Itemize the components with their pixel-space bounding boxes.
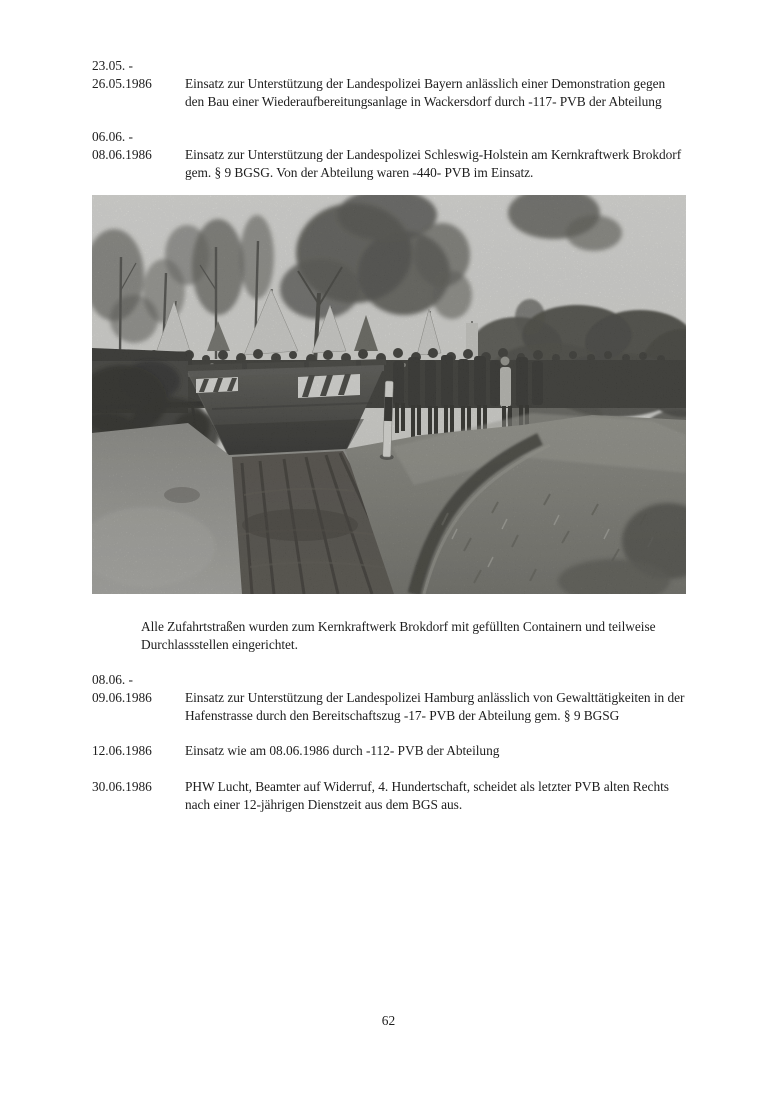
- photo-caption: Alle Zufahrtstraßen wurden zum Kernkraftwerk Brokdorf mit gefüllten Containern und teilweise Durchlassstellen eingerichtet.: [141, 619, 656, 652]
- entry-5-text: PHW Lucht, Beamter auf Widerruf, 4. Hundertschaft, scheidet als letzter PVB alten Rechts nach einer 12-jährigen Dienstzeit aus dem BGS aus.: [185, 779, 669, 812]
- entry-3: [92, 671, 686, 725]
- entry-1-date-range: [92, 57, 185, 93]
- photo-brokdorf-road-blockade: [92, 195, 686, 594]
- entry-2: [92, 128, 686, 182]
- entry-3-date-start: 08.06. -: [92, 672, 133, 687]
- entry-2-text: Einsatz zur Unterstützung der Landespolizei Schleswig-Holstein am Kernkraftwerk Brokdorf gem. § 9 BGSG. Von der Abteilung waren -440- PVB im Einsatz.: [185, 147, 682, 180]
- entry-1: [92, 57, 686, 111]
- entry-1-date-start: 23.05. -: [92, 58, 133, 73]
- entry-3-date-range: [92, 671, 185, 707]
- page-number: 62: [381, 1013, 396, 1028]
- entry-1-text: Einsatz zur Unterstützung der Landespolizei Bayern anlässlich einer Demonstration gegen den Bau einer Wiederaufbereitungsanlage in Wackersdorf durch -117- PVB der Abteilung: [185, 76, 666, 109]
- entry-4-date-value: 12.06.1986: [92, 743, 152, 758]
- entry-4: [92, 742, 686, 760]
- entry-4-date: [92, 742, 185, 760]
- entry-2-date-end: 08.06.1986: [92, 147, 152, 162]
- entry-5-date-value: 30.06.1986: [92, 779, 152, 794]
- chronicle-entries: [92, 57, 686, 814]
- entry-2-date-range: [92, 128, 185, 164]
- film-grain-light: [92, 195, 686, 594]
- entry-1-date-end: 26.05.1986: [92, 76, 152, 91]
- entry-4-text: Einsatz wie am 08.06.1986 durch -112- PVB der Abteilung: [185, 743, 500, 758]
- entry-3-text: Einsatz zur Unterstützung der Landespolizei Hamburg anlässlich von Gewalttätigkeiten in der Hafenstrasse durch den Bereitschaftszug -17- PVB der Abteilung gem. § 9 BGSG: [185, 690, 685, 723]
- entry-3-date-end: 09.06.1986: [92, 690, 152, 705]
- photo-image: [92, 195, 686, 594]
- entry-5: [92, 778, 686, 814]
- entry-5-date: [92, 778, 185, 796]
- entry-2-date-start: 06.06. -: [92, 129, 133, 144]
